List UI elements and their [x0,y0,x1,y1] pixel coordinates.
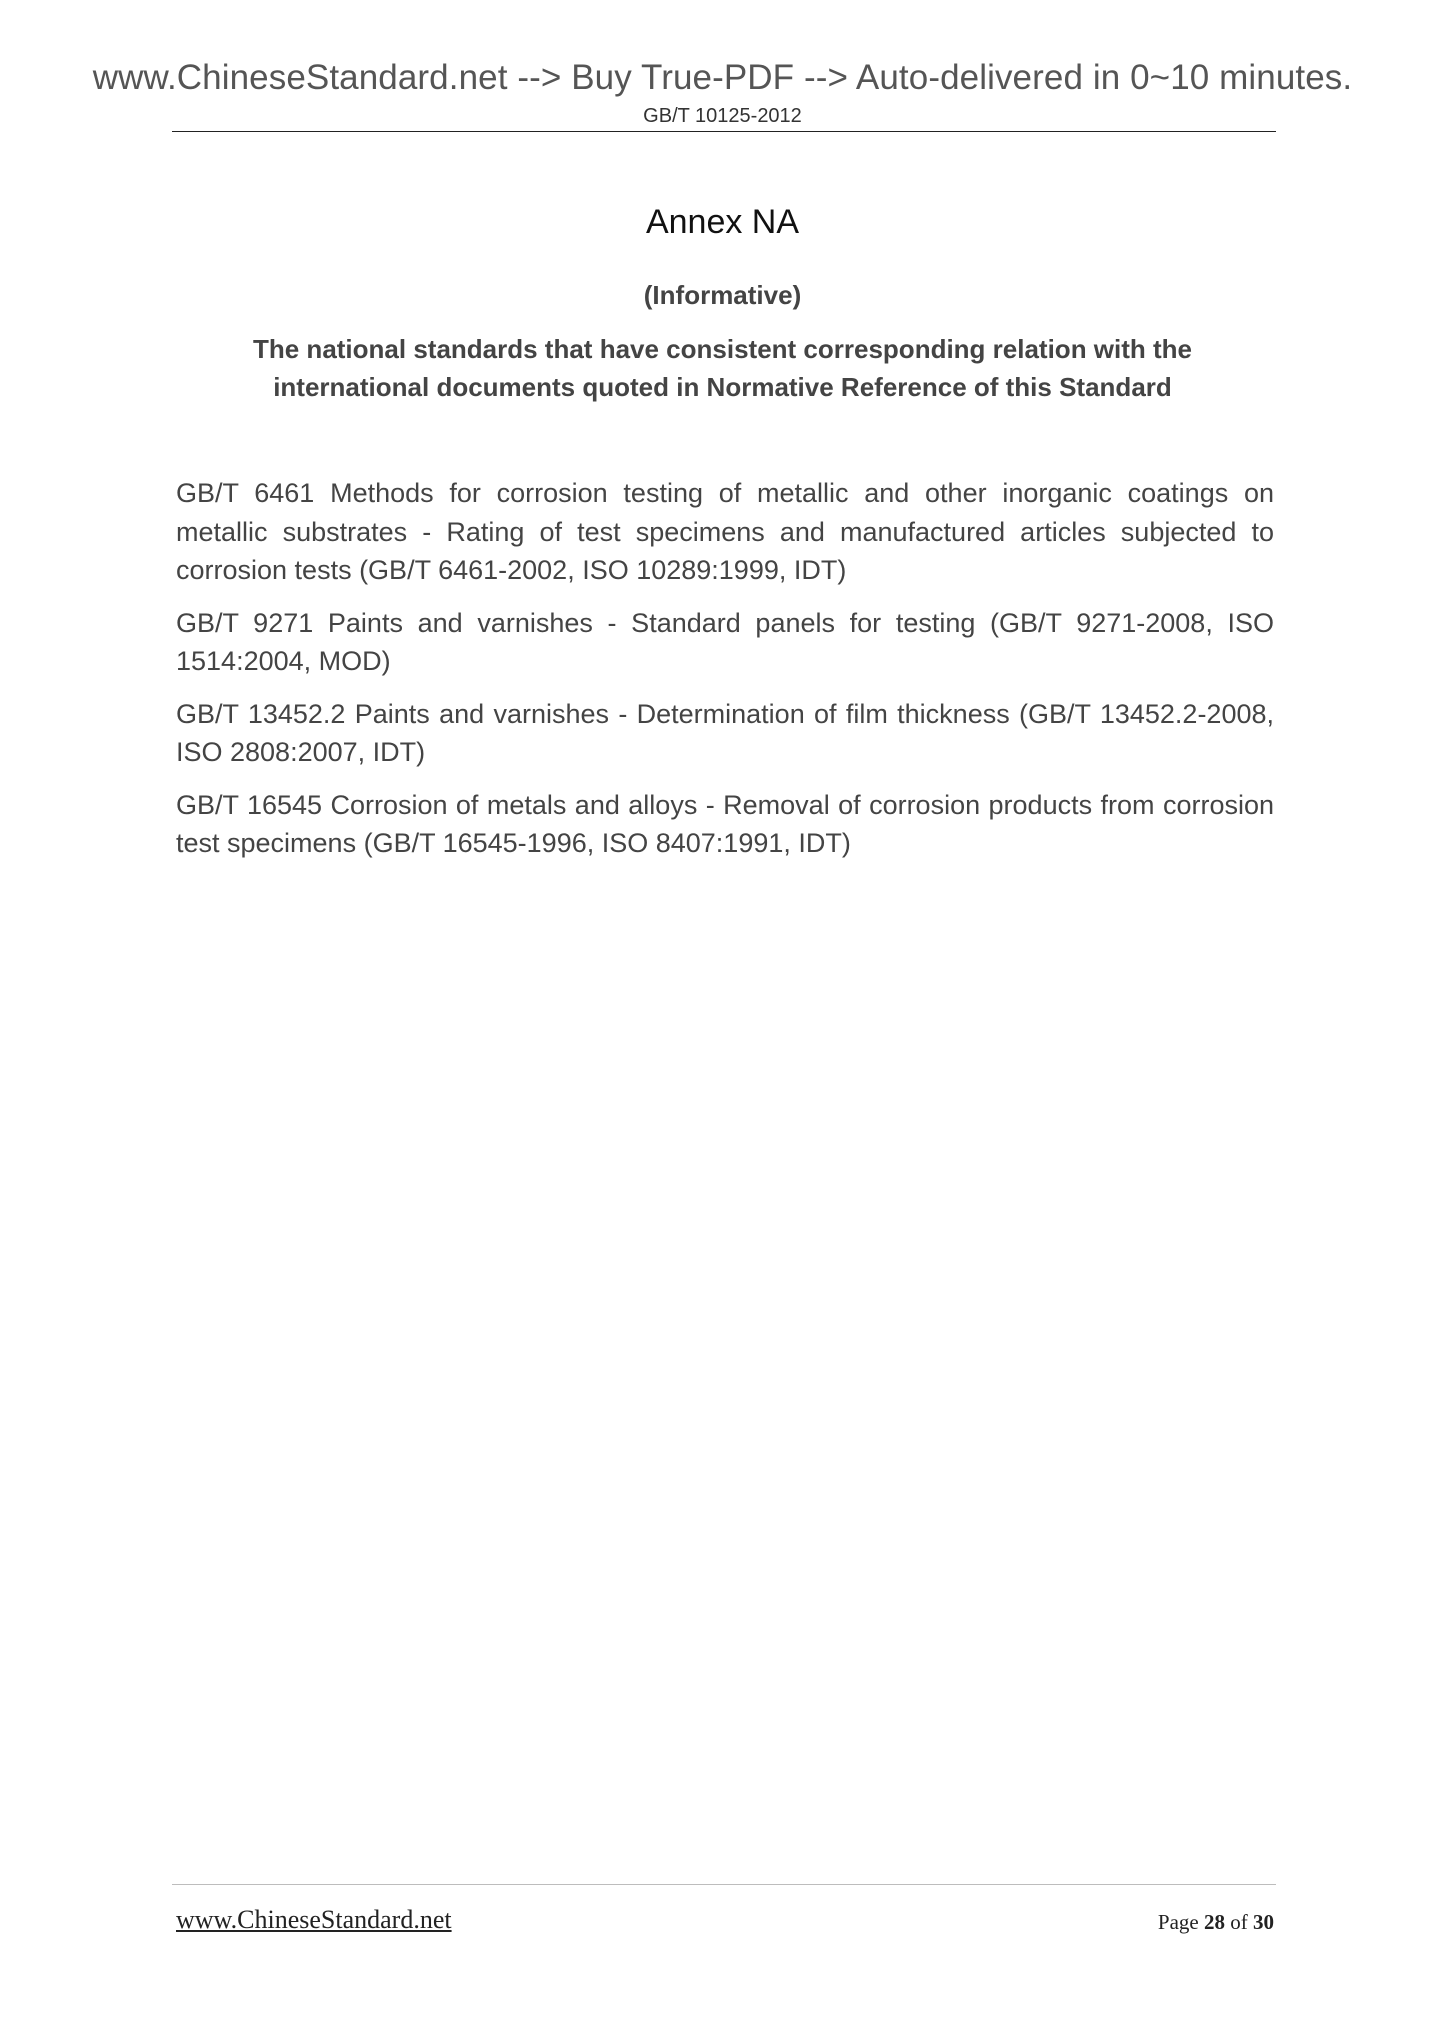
reference-item: GB/T 13452.2 Paints and varnishes - Determination of film thickness (GB/T 13452.2-2008, ISO 2808:2007, IDT) [176,698,1274,767]
annex-title: Annex NA [645,203,800,241]
page-total: 30 [1253,1910,1274,1934]
reference-item: GB/T 16545 Corrosion of metals and alloys - Removal of corrosion products from corrosion test specimens (GB/T 16545-1996, ISO 8407:1991, IDT) [176,789,1274,858]
annex-subtitle-line: The national standards that have consistent corresponding relation with the [252,334,1193,364]
footer-site-link[interactable]: www.ChineseStandard.net [176,1905,452,1934]
annex-note: (Informative) [643,280,802,310]
reference-item: GB/T 9271 Paints and varnishes - Standard panels for testing (GB/T 9271-2008, ISO 1514:2004, MOD) [176,607,1274,676]
annex-subtitle [200,330,1245,406]
reference-list [176,474,1274,877]
header-divider [172,131,1276,132]
page-current: 28 [1204,1910,1225,1934]
site-banner: www.ChineseStandard.net --> Buy True-PDF --> Auto-delivered in 0~10 minutes. [92,58,1353,97]
footer-divider [172,1884,1276,1885]
page-of: of [1230,1910,1248,1934]
page-number [1158,1908,1274,1936]
standard-code: GB/T 10125-2012 [643,105,802,127]
annex-subtitle-line: international documents quoted in Normative Reference of this Standard [273,372,1172,402]
page-label: Page [1157,1910,1199,1934]
reference-item: GB/T 6461 Methods for corrosion testing of metallic and other inorganic coatings on metallic substrates - Rating of test specimens and manufactured articles subjected to corrosion tests (GB/T 6461-2002, ISO 10289:1999, IDT) [176,478,1274,585]
